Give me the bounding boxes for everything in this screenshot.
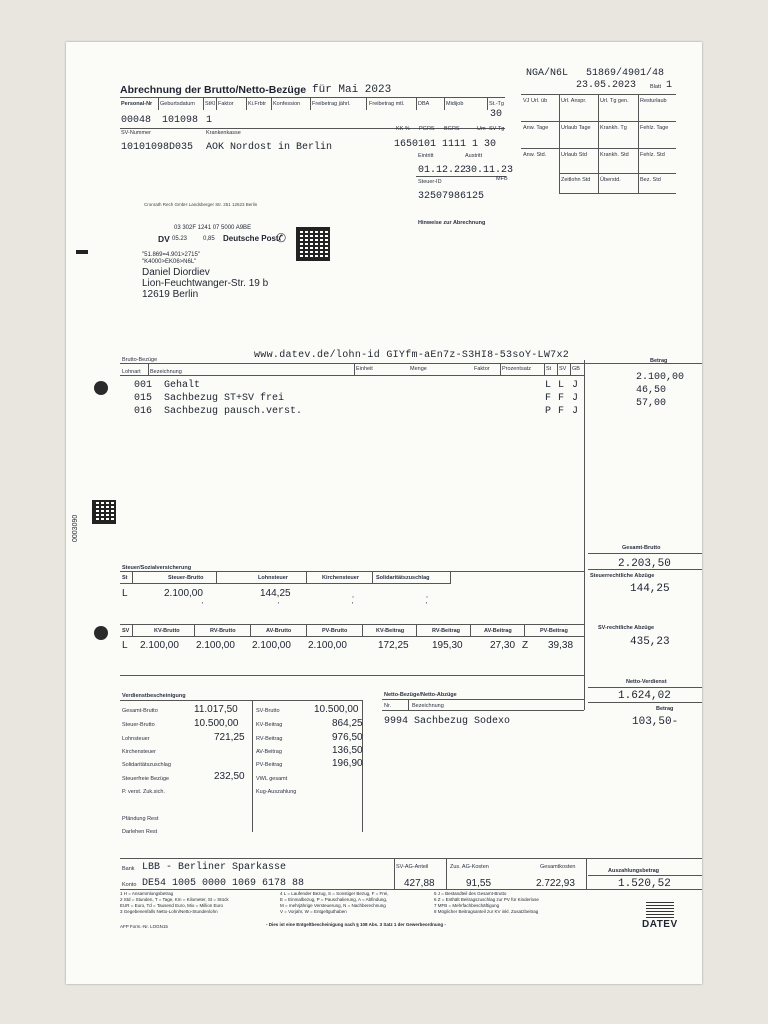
punch-hole-top — [94, 381, 108, 395]
col-nr: Nr. — [384, 703, 392, 709]
page-number: 1 — [666, 80, 673, 91]
col-einheit: Einheit — [356, 366, 373, 372]
datev-logo-icon — [646, 902, 674, 918]
net-deduction-name: Sachbezug Sodexo — [414, 716, 511, 727]
net-deduction-code: 9994 — [384, 716, 409, 727]
annual-label-5: Solidaritätszuschlag — [122, 762, 171, 768]
personal-number: 00048 — [121, 115, 152, 126]
earning-code-1: 001 — [134, 380, 153, 391]
earning-st-3: P — [545, 406, 552, 417]
label-pgrs: PGRS — [419, 126, 435, 132]
label-entry: Eintritt — [418, 153, 434, 159]
annual-label-4: Kirchensteuer — [122, 749, 156, 755]
rv-brutto: 2.100,00 — [196, 640, 235, 651]
earning-st-2: F — [545, 393, 552, 404]
steuer-brutto: 2.100,00 — [164, 588, 203, 599]
col-faktor: Faktor — [474, 366, 490, 372]
annual-label-7: P. verst. Zuk.sich. — [122, 789, 165, 795]
period: für Mai 2023 — [312, 84, 392, 96]
label-sv-tg: SV-Tg — [489, 126, 505, 132]
annual-value-1: 11.017,50 — [194, 704, 238, 715]
earning-code-3: 016 — [134, 406, 153, 417]
kv-brutto: 2.100,00 — [140, 640, 179, 651]
kv-beitrag: 172,25 — [378, 640, 409, 651]
label-krankh-std: Krankh. Std — [600, 152, 629, 158]
label-tax-st: St — [122, 575, 128, 581]
earning-sv-1: L — [558, 380, 565, 391]
tax-class: 1 — [206, 115, 213, 126]
label-netto-bezuege: Netto-Bezüge/Netto-Abzüge — [384, 692, 457, 698]
annual-right-label-6: VWL gesamt — [256, 776, 288, 782]
earning-st-1: L — [545, 380, 552, 391]
net-deductions-total: 103,50- — [632, 716, 679, 728]
dv-date: 05.23 — [172, 236, 188, 242]
label-kirchensteuer: Kirchensteuer — [322, 575, 359, 581]
av-beitrag: 27,30 — [490, 640, 516, 651]
label-soli: Solidaritätszuschlag — [376, 575, 430, 581]
sender-line: Cronrath Rech GmbH Landsberger Str. 251 12623 Berlin — [144, 202, 258, 207]
label-gesamt-brutto: Gesamt-Brutto — [622, 545, 661, 551]
label-stkl: StKl — [205, 101, 216, 107]
earning-sv-2: F — [558, 393, 565, 404]
label-bgrs: BGRS — [444, 126, 460, 132]
label-av-brutto: AV-Brutto — [266, 628, 292, 634]
earning-name-2: Sachbezug ST+SV frei — [164, 393, 285, 404]
col-gb: GB — [572, 366, 580, 372]
label-pv-brutto: PV-Brutto — [322, 628, 348, 634]
entry-date: 01.12.22 — [418, 165, 467, 176]
annual-right-value-2: 864,25 — [332, 718, 363, 729]
gesamt-brutto: 2.203,50 — [618, 558, 671, 570]
pv-beitrag: 39,38 — [548, 640, 574, 651]
recipient-city: 12619 Berlin — [142, 289, 199, 300]
label-krankh-tg: Krankh. Tg — [600, 125, 627, 131]
label-sv-abzuege: SV-rechtliche Abzüge — [598, 625, 655, 631]
annual-label-6: Steuerfreie Bezüge — [122, 776, 170, 782]
label-hints: Hinweise zur Abrechnung — [418, 220, 486, 226]
tax-st-value: L — [122, 588, 128, 599]
kk-values: 1650101 1111 1 30 — [394, 139, 497, 150]
page-title: Abrechnung der Brutto/Netto-Bezüge — [120, 84, 307, 96]
earning-gb-2: J — [572, 393, 579, 404]
col-st: St — [546, 366, 552, 372]
label-vj-url: VJ Url. üb — [523, 98, 548, 104]
label-st-tg: St.-Tg — [489, 101, 504, 107]
page-label: Blatt — [650, 84, 662, 90]
label-zeitlohn-std: Zeitlohn Std — [561, 177, 591, 183]
earning-gb-3: J — [572, 406, 579, 417]
bank-name: LBB - Berliner Sparkasse — [142, 862, 287, 873]
fold-mark — [76, 250, 88, 254]
recipient-name: Daniel Diordiev — [142, 267, 210, 278]
col-menge: Menge — [410, 366, 427, 372]
codes-line-1: "51.869=4.901>2715" — [142, 252, 200, 258]
earning-name-3: Sachbezug pausch.verst. — [164, 406, 303, 417]
annual-right-value-3: 976,50 — [332, 732, 363, 743]
label-fehlz-tage: Fehlz. Tage — [640, 125, 669, 131]
label-net-betrag: Betrag — [656, 706, 674, 712]
col-sv: SV — [559, 366, 567, 372]
col-lohnart: Lohnart — [122, 369, 141, 375]
label-bez-std: Bez. Std — [640, 177, 661, 183]
annual-right-label-2: KV-Beitrag — [256, 722, 283, 728]
label-midijob: Midijob — [446, 101, 464, 107]
post-brand: Deutsche Post — [223, 234, 279, 243]
label-birth: Geburtsdatum — [160, 101, 195, 107]
health-insurer: AOK Nordost in Berlin — [206, 142, 333, 153]
label-anw-std: Anw. Std. — [523, 152, 547, 158]
steuer-abzuege: 144,25 — [630, 583, 670, 595]
form-number: AFP Form.-Nr. LOGN15 — [120, 924, 168, 929]
sv-abzuege: 435,23 — [630, 636, 670, 648]
tax-id: 32507986125 — [418, 191, 485, 202]
label-gesamtkosten: Gesamtkosten — [540, 864, 576, 870]
label-steuer-abzuege: Steuerrechtliche Abzüge — [590, 573, 655, 579]
annual-right-value-1: 10.500,00 — [314, 704, 359, 715]
annual-label-1: Gesamt-Brutto — [122, 708, 158, 714]
label-health-insurer: Krankenkasse — [206, 130, 241, 136]
col-prozentsatz: Prozentsatz — [502, 366, 532, 372]
doc-ref: 51869/4901/48 — [586, 68, 665, 79]
label-rv-brutto: RV-Brutto — [210, 628, 236, 634]
annual-label-10: Darlehen Rest — [122, 829, 158, 835]
label-personal-nr: Personal-Nr — [121, 101, 153, 107]
datev-brand: DATEV — [642, 919, 678, 930]
datamatrix-code — [296, 227, 330, 261]
earning-amount-1: 2.100,00 — [636, 372, 685, 383]
codes-line-2: "K4000>EK06>N6L" — [142, 259, 197, 265]
postal-code-line: 03 302F 1241 07 5000 A9BE — [174, 225, 252, 231]
earning-gb-1: J — [572, 380, 579, 391]
label-steuer-brutto: Steuer-Brutto — [168, 575, 204, 581]
earning-name-1: Gehalt — [164, 380, 201, 391]
side-datamatrix — [92, 500, 116, 524]
col-bezeichnung: Bezeichnung — [150, 369, 182, 375]
label-auszahlungsbetrag: Auszahlungsbetrag — [608, 868, 660, 874]
label-um: Um — [477, 126, 486, 132]
dv-price: 0,85 — [203, 236, 215, 242]
label-konfession: Konfession — [273, 101, 301, 107]
earning-code-2: 015 — [134, 393, 153, 404]
gesamtkosten: 2.722,93 — [536, 878, 575, 889]
label-url-tg-gen: Url. Tg gen. — [600, 98, 629, 104]
label-kifrbtr: Ki.Frbtr — [248, 101, 267, 107]
side-number: 0003090 — [72, 514, 79, 542]
label-verdienstbescheinigung: Verdienstbescheinigung — [122, 693, 186, 699]
av-brutto: 2.100,00 — [252, 640, 291, 651]
annual-right-label-5: PV-Beitrag — [256, 762, 283, 768]
sv-number: 10101098D035 — [121, 142, 194, 153]
label-freibetrag-m: Freibetrag mtl. — [369, 101, 405, 107]
annual-right-label-4: AV-Beitrag — [256, 749, 282, 755]
annual-value-2: 10.500,00 — [194, 718, 239, 729]
label-taxid: Steuer-ID — [418, 179, 442, 185]
label-freibetrag-j: Freibetrag jährl. — [312, 101, 351, 107]
payslip-document: NGA/N6L 51869/4901/48 23.05.2023 Blatt 1 Abrechnung der Brutto/Netto-Bezüge für Mai 2023 Personal-Nr Geburtsdatum StKl Faktor Ki.Frbtr Konfession Freibetrag jährl. Freibetrag mtl. DBA Midijob St.-Tg 00048 101098 1 30 SV-Nummer Krankenkasse KK % PGRS BGRS Um SV-Tg 10101098D035 AOK Nordost in Berlin 1650101 1111 1 30 Eintritt Austritt 01.12.22 30.11.23 Steuer-ID MFB 32507986125 VJ Url. üb Url. Anspr. Url. Tg gen. Resturlaub Anw. Tage Urlaub Tage Krankh. Tg Fehlz. Tage Anw. Std. Urlaub Std Krankh. Std Fehlz. Std Zeitlohn Std Überstd. Bez. Std Hinweise zur Abrechnung Cronrath Rech GmbH Landsberger Str. 251 12623 Berlin 03 302F 1241 07 5000 A9BE DV 05.23 0,85 Deutsche Post ✆ "51.869=4.901>2715" "K4000>EK06>N6L" Daniel Diordiev Lion-Feuchtwanger-Str. 19 b 12619 Berlin 0003090 www.datev.de/lohn-id GIYfm-aEn7z-S3HI8-53soY-LW7x2 Brutto-Bezüge Lohnart Bezeichnung Einheit Menge Faktor Prozentsatz St SV GB Betrag 001 Gehalt L L J 2.100,00 015 Sachbezug ST+SV frei F F J 46,50 016 Sachbezug pausch.verst. P F J 57,00 Gesamt-Brutto 2.203,50 Steuerrechtliche Abzüge 144,25 SV-rechtliche Abzüge 435,23 Netto-Verdienst 1.624,02 Betrag 103,50- Steuer/Sozialversicherung St Steuer-Brutto Lohnsteuer Kirchensteuer Solidaritätszuschlag L 2.100,00 144,25 ' ' , ' , ' SV KV-Brutto RV-Brutto AV-Brutto PV-Brutto KV-Beitrag RV-Beitrag AV-Beitrag PV-Beitrag L 2.100,00 2.100,00 2.100,00 2.100,00 172,25 195,30 27,30 Z 39,38 Verdienstbescheinigung Gesamt-Brutto 11.017,50 Steuer-Brutto 10.500,00 Lohnsteuer 721,25 Kirchensteuer Solidaritätszuschlag Steuerfreie Bezüge 232,50 P. verst. Zuk.sich. Pfändung Rest Darlehen Rest SV-Brutto 10.500,00 KV-Beitrag 864,25 RV-Beitrag 976,50 AV-Beitrag 136,50 PV-Beitrag 196,90 VWL gesamt Kug-Auszahlung Netto-Bezüge/Netto-Abzüge Nr. Bezeichnung 9994 Sachbezug Sodexo Bank LBB - Berliner Sparkasse Konto DE54 1005 0000 1069 6178 88 SV-AG-Anteil 427,88 Zus. AG-Kosten 91,55 Gesamtkosten 2.722,93 Auszahlungsbetrag 1.520,52 1 H = Ansammlungsbetrag 2 Std = Stunden, T = Tage, Km = Kilometer, St = Stück EUR = Euro, Td = Tausend Euro, Mio = Million Euro 3 Gegebenenfalls Netto-Lohn/Netto-Stundenlohn 4 L = Laufender Bezug, S = Sonstiger Bezug, F = Frei, E = Einmalbezug, P = Pauschalierung, A = Abfindung, M = mehrjährige Versteuerung, N = Nachberechnung V = Vorjahr, W = Entgeltguthaben 5 J = Bestandteil des Gesamt-Brutto 6 Z = Enthält Beitragszuschlag zur PV für Kinderlose 7 MFB = Mehrfachbeschäftigung 8 Möglicher Beitragsanteil zur KV inkl. Zusatzbeitrag AFP Form.-Nr. LOGN15 - Dies ist eine Entgeltbescheinigung nach § 108 Abs. 3 Satz 1 der Gewerbeordnung - DATEV — [66, 42, 702, 984]
datev-url: www.datev.de/lohn-id GIYfm-aEn7z-S3HI8-53soY-LW7x2 — [254, 350, 570, 361]
label-anw-tage: Anw. Tage — [523, 125, 549, 131]
annual-label-3: Lohnsteuer — [122, 736, 150, 742]
footnotes-col-2: 4 L = Laufender Bezug, S = Sonstiger Bezug, F = Frei, E = Einmalbezug, P = Pauschalierung, A = Abfindung, M = mehrjährige Versteuerung, N = Nachberechnung V = Vorjahr, W = Entgeltguthaben — [280, 891, 389, 914]
label-steuer-sv: Steuer/Sozialversicherung — [122, 565, 192, 571]
legal-notice: - Dies ist eine Entgeltbescheinigung nach § 108 Abs. 3 Satz 1 der Gewerbeordnung - — [266, 922, 446, 927]
annual-label-9: Pfändung Rest — [122, 816, 159, 822]
label-av-beitrag: AV-Beitrag — [484, 628, 512, 634]
label-faktor: Faktor — [218, 101, 234, 107]
annual-right-value-4: 136,50 — [332, 745, 363, 756]
earning-sv-3: F — [558, 406, 565, 417]
footnotes-col-3: 5 J = Bestandteil des Gesamt-Brutto 6 Z = Enthält Beitragszuschlag zur PV für Kinderlose 7 MFB = Mehrfachbeschäftigung 8 Möglicher Beitragsanteil zur KV inkl. Zusatzbeitrag — [434, 891, 539, 914]
sv-ag-anteil: 427,88 — [404, 878, 435, 889]
label-bank: Bank — [122, 866, 135, 872]
col-net-bezeichnung: Bezeichnung — [412, 703, 444, 709]
zus-ag-kosten: 91,55 — [466, 878, 492, 889]
label-rv-beitrag: RV-Beitrag — [432, 628, 461, 634]
label-netto-verdienst: Netto-Verdienst — [626, 679, 667, 685]
recipient-street: Lion-Feuchtwanger-Str. 19 b — [142, 278, 269, 289]
footnotes-col-1: 1 H = Ansammlungsbetrag 2 Std = Stunden, T = Tage, Km = Kilometer, St = Stück EUR = Euro, Td = Tausend Euro, Mio = Million Euro 3 Gegebenenfalls Netto-Lohn/Netto-Stundenlohn — [120, 891, 229, 914]
earning-amount-2: 46,50 — [636, 385, 667, 396]
label-zus-ag-kosten: Zus. AG-Kosten — [450, 864, 489, 870]
st-tage: 30 — [490, 109, 503, 120]
pv-z-flag: Z — [522, 640, 529, 651]
label-fehlz-std: Fehlz. Std — [640, 152, 665, 158]
pv-brutto: 2.100,00 — [308, 640, 347, 651]
dv-label: DV — [158, 234, 170, 244]
label-kk: KK % — [396, 126, 410, 132]
exit-date: 30.11.23 — [465, 165, 514, 176]
annual-value-6: 232,50 — [214, 771, 245, 782]
iban: DE54 1005 0000 1069 6178 88 — [142, 878, 305, 889]
annual-value-3: 721,25 — [214, 732, 245, 743]
doc-code: NGA/N6L — [526, 68, 569, 79]
auszahlungsbetrag: 1.520,52 — [618, 878, 671, 890]
label-pv-beitrag: PV-Beitrag — [540, 628, 568, 634]
lohnsteuer: 144,25 — [260, 588, 291, 599]
label-dba: DBA — [418, 101, 430, 107]
label-urlaub-std: Urlaub Std — [561, 152, 587, 158]
col-betrag: Betrag — [650, 358, 668, 364]
label-urlaub-tage: Urlaub Tage — [561, 125, 591, 131]
rv-beitrag: 195,30 — [432, 640, 463, 651]
label-sv-number: SV-Nummer — [121, 130, 151, 136]
label-mfb: MFB — [496, 176, 508, 182]
annual-label-2: Steuer-Brutto — [122, 722, 155, 728]
doc-date: 23.05.2023 — [576, 80, 637, 91]
sv-value: L — [122, 640, 128, 651]
annual-right-label-1: SV-Brutto — [256, 708, 280, 714]
label-url-anspr: Url. Anspr. — [561, 98, 587, 104]
label-kv-brutto: KV-Brutto — [154, 628, 180, 634]
label-lohnsteuer: Lohnsteuer — [258, 575, 288, 581]
annual-right-label-7: Kug-Auszahlung — [256, 789, 297, 795]
annual-right-label-3: RV-Beitrag — [256, 736, 283, 742]
label-sv-ag-anteil: SV-AG-Anteil — [396, 864, 429, 870]
birth-date: 101098 — [162, 115, 199, 126]
post-horn-icon: ✆ — [276, 231, 287, 245]
netto-verdienst: 1.624,02 — [618, 690, 671, 702]
earning-amount-3: 57,00 — [636, 398, 667, 409]
label-brutto-bezuege: Brutto-Bezüge — [122, 357, 158, 363]
label-konto: Konto — [122, 882, 137, 888]
label-resturlaub: Resturlaub — [640, 98, 667, 104]
annual-right-value-5: 196,90 — [332, 758, 363, 769]
label-kv-beitrag: KV-Beitrag — [376, 628, 405, 634]
label-sv: SV — [122, 628, 130, 634]
label-ueberstd: Überstd. — [600, 177, 621, 183]
label-exit: Austritt — [465, 153, 483, 159]
punch-hole-bottom — [94, 626, 108, 640]
